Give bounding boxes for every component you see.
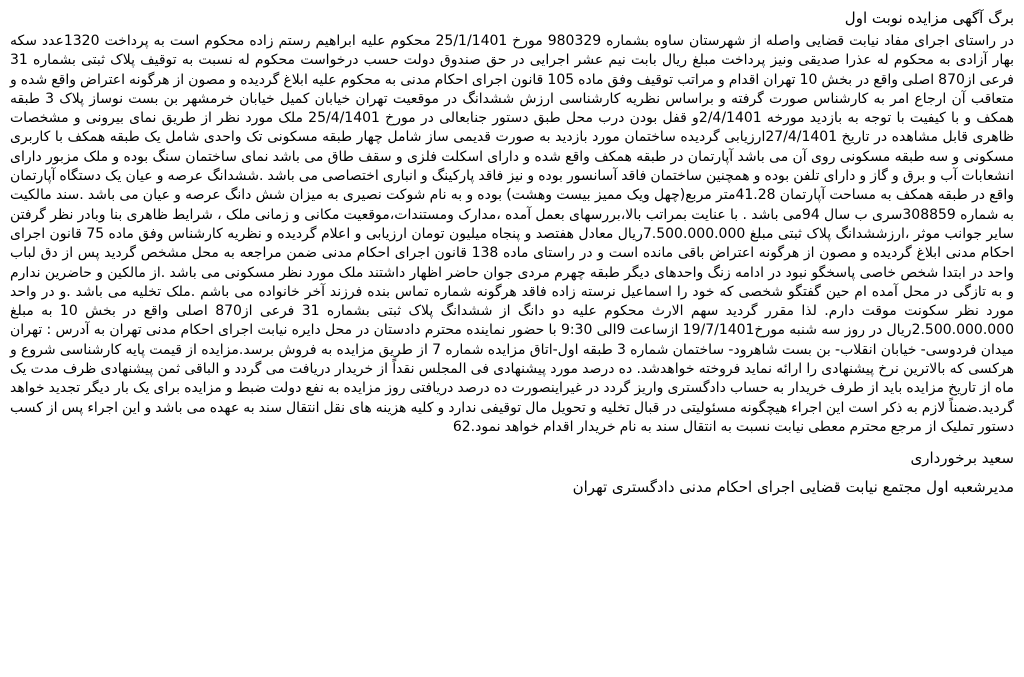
notice-title: برگ آگهی مزایده نوبت اول [844,9,1014,27]
signer-name: سعید برخورداری [910,449,1014,468]
issuing-office-title: مدیرشعبه اول مجتمع نیابت قضایی اجرای احکام مدنی دادگستری تهران [572,478,1014,497]
notice-body-text: در راستای اجرای مفاد نیابت قضایی واصله از شهرستان ساوه بشماره 980329 مورخ 25/1/1401 محکوم علیه ابراهیم رستم زاده محکوم است به پرداخت 1320عدد سکه بهار آزادی به محکوم له عذرا صدیقی ونیز پرداخت مبلغ ریال بابت نیم عشر اجرایی در حق صندوق دولت حسب درخواست محکوم له نسبت به توقیف پلاک ثبتی بشماره 31 فرعی از870 اصلی واقع در بخش 10 تهران اقدام و مراتب توقیف وفق ماده 105 قانون اجرای احکام مدنی به محکوم علیه ابلاغ گردیده و مصون از هرگونه اعتراض واقع شده و متعاقب آن ارجاع امر به کارشناس صورت گرفته و براساس نظریه کارشناسی ارزش ششدانگ در موقعیت تهران خیابان کمیل خیابان خرمشهر بن بست نوساز پلاک 3 طبقه همکف و با کیفیت با توجه به بازدید مورخه 2/4/1401و قفل بودن درب محل طبق دستور جنابعالی در مورخ 25/4/1401 ملک مورد نظر از طریق نمای بیرونی و مشخصات ظاهری قابل مشاهده در تاریخ 27/4/1401ارزیابی گردیده ساختمان مورد بازدید به صورت قدیمی ساز شامل چهار طبقه مسکونی تک واحدی شامل یک طبقه همکف با کاربری مسکونی و سه طبقه مسکونی روی آن می باشد آپارتمان در طبقه همکف واقع شده و دارای اسکلت فلزی و سقف طاق می باشد نمای ساختمان سنگ بوده و ملک مزبور دارای انشعابات آب و برق و گاز و دارای تلفن بوده و همچنین ساختمان فاقد آسانسور بوده و نیز فاقد پارکینگ و انباری اختصاصی می باشد .ششدانگ عرصه و عیان یک دستگاه آپارتمان واقع در طبقه همکف به مساحت آپارتمان 41.28متر مربع(چهل ویک ممیز بیست وهشت) بوده و به نام شوکت نصیری به میزان شش دانگ عرصه و عیان می باشد .سند مالکیت به شماره 308859سری ب سال 94می باشد . با عنایت بمراتب بالا،بررسهای بعمل آمده ،مدارک ومستندات،موقعیت مکانی و زمانی ملک ، شرایط ظاهری بنا وبادر نظر گرفتن سایر جوانب موثر ،ارزششدانگ پلاک ثبتی مبلغ 7.500.000.000ریال معادل هفتصد و پنجاه میلیون تومان ارزیابی و اعلام گردیده و نظریه کارشناس وفق ماده 75 قانون اجرای احکام مدنی ابلاغ گردیده و مصون از هرگونه اعتراض باقی مانده است و در راستای ماده 138 قانون اجرای احکام مدنی ضمن مراجعه به محل مشخص گردید پس از دق لباب واحد در ابتدا شخص خاصی پاسخگو نبود در ادامه زنگ واحدهای دیگر طبقه چهرم مردی جوان حاضر اظهار داشتند ملک مورد نظر مسکونی می باشد .از مالکین و حاضرین ندارم و به تازگی در محل آمده ام حین گفتگو شخصی که خود را اسماعیل نرسته زاده فاقد هرگونه شماره تماس بنده فرزند آخر خانواده می باشم .ملک تخلیه می باشد .و در واحد مورد نظر سکونت موقت دارم. لذا مقرر گردید سهم الارث محکوم علیه دو دانگ از ششدانگ پلاک ثبتی بشماره 31 فرعی از870 اصلی واقع در بخش 10 به مبلغ 2.500.000.000ریال در روز سه شنبه مورخ19/7/1401 ازساعت 9الی 9:30 با حضور نماینده محترم دادستان در محل دایره نیابت اجرای احکام مدنی تهران به آدرس : تهران میدان فردوسی- خیابان انقلاب- بن بست شاهرود- ساختمان شماره 3 طبقه اول-اتاق مزایده شماره 7 از طریق مزایده به فروش برسد.مزایده از قیمت پایه کارشناسی شروع و هرکسی که بالاترین نرخ پیشنهادی را ارائه نماید فروخته خواهدشد. ده درصد مورد پیشنهادی فی المجلس نقداً از خریدار دریافت می گردد و الباقی ثمن پیشنهادی ظرف مدت یک ماه از تاریخ مزایده باید از طرف خریدار به حساب دادگستری واریز گردد در غیراینصورت ده درصد دریافتی روز مزایده به نفع دولت ضبط و مزایده برای یک بار دیگر تجدید خواهد گردید.ضمناً لازم به ذکر است این اجراء هیچگونه مسئولیتی در قبال تخلیه و تحویل مال توقیفی ندارد و کلیه هزینه های نقل انتقال سند به عهده می باشد و این اجراء پس از کسب دستور تملیک از مرجع محترم معطی نیابت نسبت به انتقال سند به نام خریدار اقدام خواهد نمود.62 [10,33,1015,435]
